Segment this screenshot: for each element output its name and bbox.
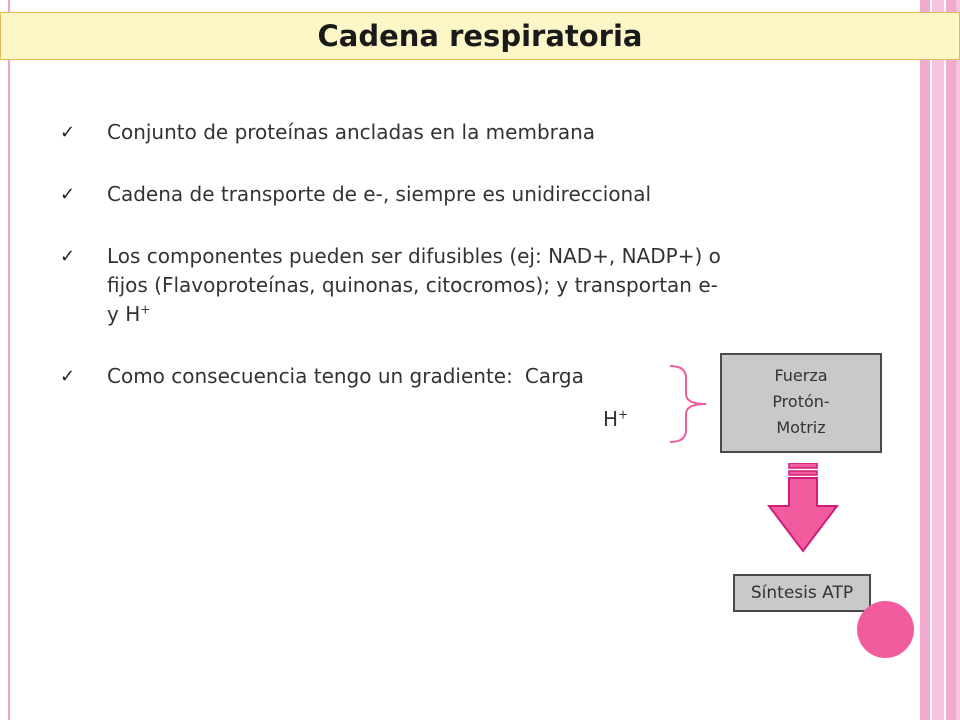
box-text-line: Motriz <box>776 418 826 437</box>
bullet-text: Como consecuencia tengo un gradiente: <box>107 364 513 388</box>
bullet-text: Conjunto de proteínas ancladas en la membrana <box>107 120 596 144</box>
check-icon: ✓ <box>60 184 76 205</box>
bullet-text-line: fijos (Flavoproteínas, quinonas, citocromos); y transportan e- <box>107 273 718 297</box>
box-text: Síntesis ATP <box>750 583 854 603</box>
right-decorative-band <box>918 0 960 720</box>
box-text-line: Fuerza <box>774 366 828 385</box>
superscript-plus: + <box>140 302 151 317</box>
box-text-line: Protón- <box>772 392 830 411</box>
superscript-plus: + <box>618 407 629 422</box>
curly-brace <box>664 364 716 444</box>
sintesis-atp-box <box>733 574 871 612</box>
check-icon: ✓ <box>60 122 76 143</box>
bullet-item <box>60 118 860 147</box>
bullet-item <box>60 242 860 329</box>
bullet-item <box>60 180 860 209</box>
pink-circle-decoration <box>857 601 914 658</box>
h-plus-label <box>603 407 628 431</box>
left-border-line <box>8 0 10 720</box>
down-arrow-icon <box>766 463 840 553</box>
check-icon: ✓ <box>60 246 76 267</box>
check-icon: ✓ <box>60 366 76 387</box>
title-bar <box>0 12 960 60</box>
h-label: H <box>603 407 619 431</box>
bullet-text-line: y H <box>107 302 141 326</box>
carga-label: Carga <box>524 364 584 388</box>
fuerza-proton-motriz-box <box>720 353 882 453</box>
bullet-text-line: Los componentes pueden ser difusibles (ej: NAD+, NADP+) o <box>107 244 721 268</box>
slide-title: Cadena respiratoria <box>317 19 643 53</box>
bullet-text: Cadena de transporte de e-, siempre es unidireccional <box>107 182 652 206</box>
